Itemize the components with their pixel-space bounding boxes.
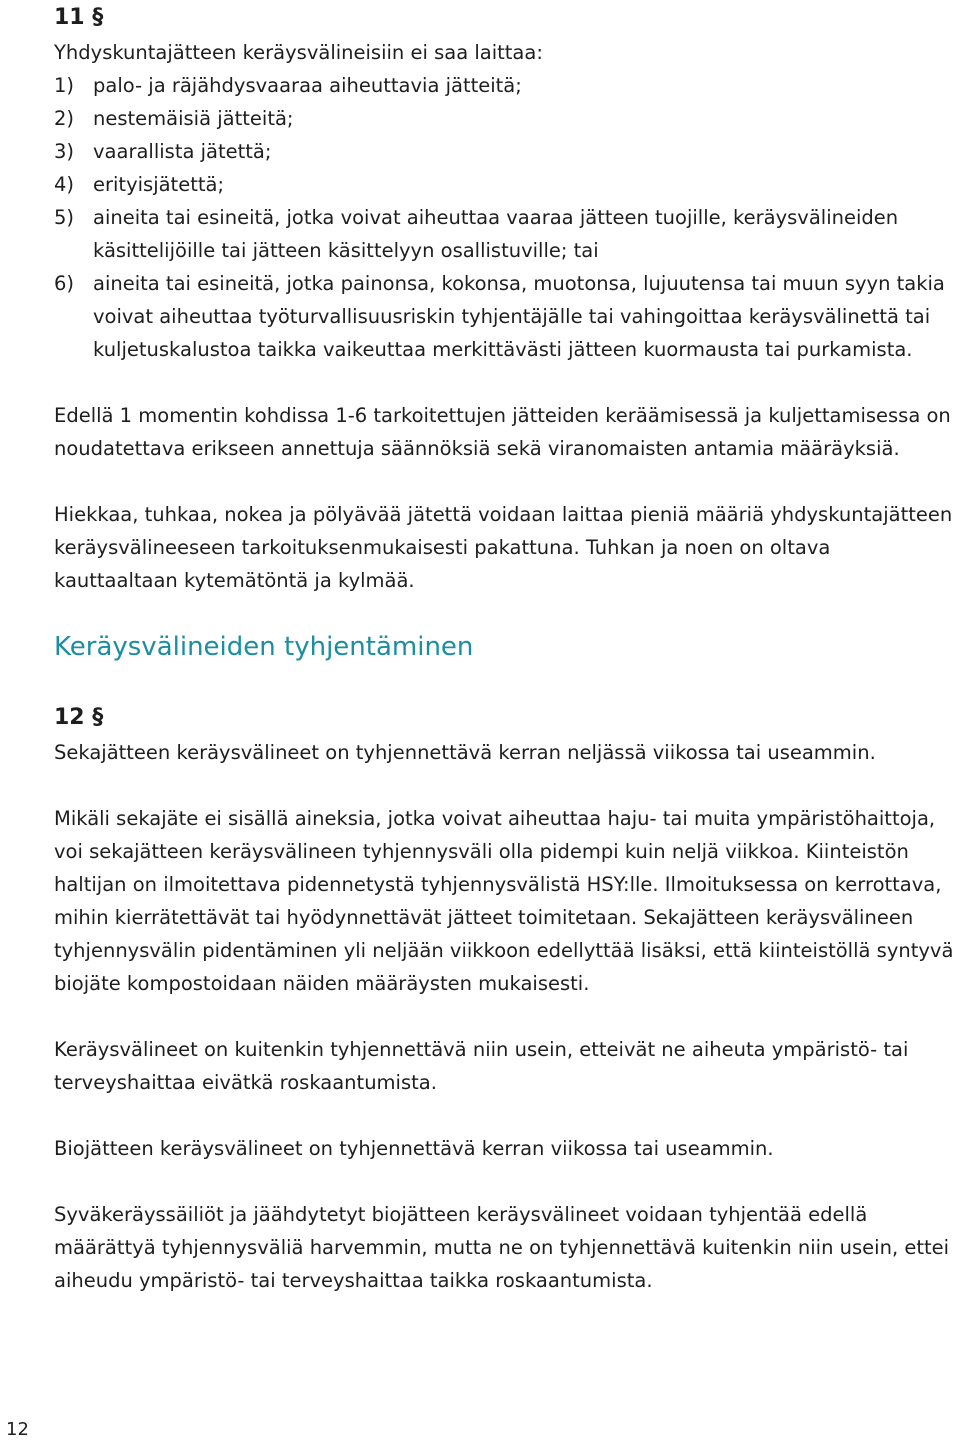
list-item [54,201,960,267]
prohibited-items-list [54,69,960,366]
list-item-number: 6) [54,272,75,295]
section-11-paragraph-1: Edellä 1 momentin kohdissa 1-6 tarkoitettujen jätteiden keräämisessä ja kuljettamisessa on noudatettava erikseen annettuja säännöksiä sekä viranomaisten antamia määräyksiä. [54,404,951,460]
section-12-paragraph-3: Keräysvälineet on kuitenkin tyhjennettävä niin usein, etteivät ne aiheuta ympäristö- tai terveyshaittaa eivätkä roskaantumista. [54,1038,909,1094]
list-item-text: erityisjätettä; [93,173,225,196]
list-item-text: nestemäisiä jätteitä; [93,107,294,130]
list-item-number: 5) [54,206,75,229]
section-12-paragraph-1: Sekajätteen keräysvälineet on tyhjennettävä kerran neljässä viikossa tai useammin. [54,741,876,764]
list-item-text: vaarallista jätettä; [93,140,272,163]
section-heading: Keräysvälineiden tyhjentäminen [54,632,474,662]
list-item-number: 1) [54,74,75,97]
section-12-paragraph-2: Mikäli sekajäte ei sisällä aineksia, jotka voivat aiheuttaa haju- tai muita ympäristöhaittoja, voi sekajätteen keräysvälineen tyhjennysväli olla pidempi kuin neljä viikkoa. Kiinteistön haltijan on ilmoitettava pidennetystä tyhjennysvälistä HSY:lle. Ilmoituksessa on kerrottava, mihin kierrätettävät tai hyödynnettävät jätteet toimitetaan. Sekajätteen keräysvälineen tyhjennysvälin pidentäminen yli neljään viikkoon edellyttää lisäksi, että kiinteistöllä syntyvä biojäte kompostoidaan näiden määräysten mukaisesti. [54,807,954,995]
page-number: 12 [6,1419,29,1440]
list-item-text: aineita tai esineitä, jotka painonsa, kokonsa, muotonsa, lujuutensa tai muun syyn takia voivat aiheuttaa työturvallisuusriskin tyhjentäjälle tai vahingoittaa keräysvälinettä tai kuljetuskalustoa taikka vaikeuttaa merkittävästi jätteen kuormausta tai purkamista. [93,272,945,361]
list-item [54,168,960,201]
section-12-paragraph-5: Syväkeräyssäiliöt ja jäähdytetyt biojätteen keräysvälineet voidaan tyhjentää edellä määrättyä tyhjennysväliä harvemmin, mutta ne on tyhjennettävä kuitenkin niin usein, ettei aiheudu ympäristö- tai terveyshaittaa taikka roskaantumista. [54,1203,950,1292]
list-item [54,69,960,102]
section-11-number: 11 § [54,5,104,30]
list-item-text: palo- ja räjähdysvaaraa aiheuttavia jätteitä; [93,74,522,97]
section-12-number: 12 § [54,705,104,730]
document-page [54,0,960,1330]
list-item-number: 4) [54,173,75,196]
list-item-text: aineita tai esineitä, jotka voivat aiheuttaa vaaraa jätteen tuojille, keräysvälineiden käsittelijöille tai jätteen käsittelyyn osallistuville; tai [93,206,899,262]
section-11-paragraph-2: Hiekkaa, tuhkaa, nokea ja pölyävää jätettä voidaan laittaa pieniä määriä yhdyskuntajätteen keräysvälineeseen tarkoituksenmukaisesti pakattuna. Tuhkan ja noen on oltava kauttaaltaan kytemätöntä ja kylmää. [54,503,953,592]
list-item [54,135,960,168]
list-item-number: 2) [54,107,75,130]
section-11-intro: Yhdyskuntajätteen keräysvälineisiin ei saa laittaa: [54,41,543,64]
list-item [54,267,960,366]
list-item [54,102,960,135]
list-item-number: 3) [54,140,75,163]
section-12-paragraph-4: Biojätteen keräysvälineet on tyhjennettävä kerran viikossa tai useammin. [54,1137,774,1160]
